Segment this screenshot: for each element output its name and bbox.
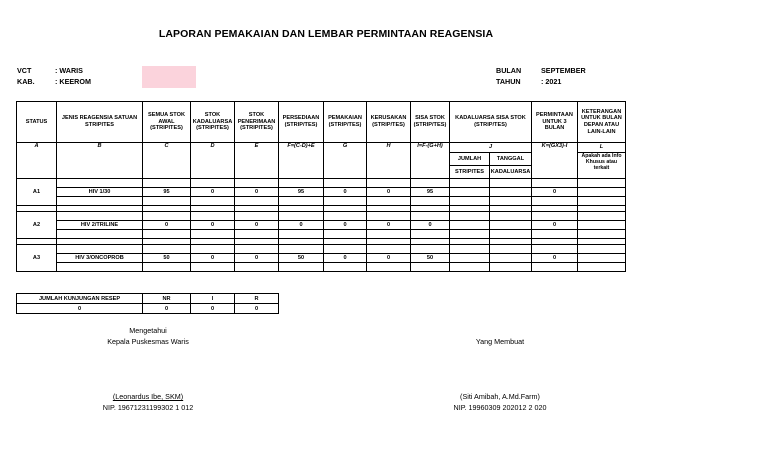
- sign-right-nip: NIP. 19960309 202012 2 020: [453, 403, 547, 412]
- cell-f: 0: [279, 221, 324, 230]
- header-kerusakan: KERUSAKAN (STRIP/TES): [367, 102, 411, 143]
- cell-e: 0: [235, 221, 279, 230]
- cell-i: 0: [411, 221, 450, 230]
- header-status: STATUS: [17, 102, 57, 143]
- sign-right-line1: Yang Membuat: [475, 337, 525, 346]
- cell-k: 0: [532, 221, 578, 230]
- page-title: LAPORAN PEMAKAIAN DAN LEMBAR PERMINTAAN REAGENSIA: [158, 28, 494, 40]
- row-status: A1: [17, 179, 57, 206]
- tahun-value: : 2021: [541, 77, 562, 86]
- kunjungan-value-r: 0: [235, 304, 279, 314]
- header-persediaan: PERSEDIAAN (STRIP/TES): [279, 102, 324, 143]
- table-row: [17, 188, 626, 197]
- cell-i: 95: [411, 188, 450, 197]
- cell-g: 0: [324, 221, 367, 230]
- letter-b: B: [57, 143, 143, 179]
- letter-c: C: [143, 143, 191, 179]
- kunjungan-i: I: [191, 294, 235, 304]
- row-status: A3: [17, 245, 57, 272]
- sign-left-line1: Mengetahui: [129, 326, 167, 335]
- kab-label: KAB.: [17, 77, 35, 86]
- header-jenis: JENIS REAGENSIA SATUAN STRIPITES: [57, 102, 143, 143]
- header-keterangan: KETERANGAN UNTUK BULAN DEPAN ATAU LAIN-LAIN: [578, 102, 626, 143]
- sign-left-name: (Leonardus Ibe, SKM): [112, 392, 184, 401]
- kunjungan-value-i: 0: [191, 304, 235, 314]
- vct-label: VCT: [17, 66, 32, 75]
- cell-e: 0: [235, 254, 279, 263]
- header-stok-penerimaan: STOK PENERIMAAN (STRIPITES): [235, 102, 279, 143]
- subheader-stripites: STRIPITES: [450, 166, 490, 179]
- row-jenis: HIV 1/30: [57, 188, 143, 197]
- highlight-cell: [142, 66, 196, 88]
- vct-value: : WARIS: [55, 66, 83, 75]
- cell-g: 0: [324, 254, 367, 263]
- keterangan-note: Apakah ada Info Khusus atau terkait: [578, 153, 626, 179]
- cell-d: 0: [191, 221, 235, 230]
- cell-k: 0: [532, 188, 578, 197]
- cell-f: 95: [279, 188, 324, 197]
- reagent-table: [16, 101, 626, 272]
- cell-f: 50: [279, 254, 324, 263]
- header-pemakaian: PEMAKAIAN (STRIP/TES): [324, 102, 367, 143]
- subheader-kadaluarsa: KADALUARSA: [490, 166, 532, 179]
- sign-right-name: (Siti Amibah, A.Md.Farm): [460, 392, 540, 401]
- kunjungan-nr: NR: [143, 294, 191, 304]
- header-permintaan: PERMINTAAN UNTUK 3 BULAN: [532, 102, 578, 143]
- kunjungan-value-nr: 0: [143, 304, 191, 314]
- letter-j: J: [450, 143, 532, 153]
- kunjungan-table: [16, 293, 279, 314]
- header-semua-stok: SEMUA STOK AWAL (STRIPITES): [143, 102, 191, 143]
- letter-d: D: [191, 143, 235, 179]
- sign-left-nip: NIP. 19671231199302 1 012: [102, 403, 194, 412]
- bulan-label: BULAN: [496, 66, 522, 75]
- letter-f: F=(C-D)+E: [279, 143, 324, 179]
- cell-h: 0: [367, 221, 411, 230]
- letter-g: G: [324, 143, 367, 179]
- letter-h: H: [367, 143, 411, 179]
- kunjungan-r: R: [235, 294, 279, 304]
- cell-k: 0: [532, 254, 578, 263]
- header-stok-kadaluarsa: STOK KADALUARSA (STRIPITES): [191, 102, 235, 143]
- kunjungan-total: 0: [17, 304, 143, 314]
- cell-d: 0: [191, 254, 235, 263]
- cell-d: 0: [191, 188, 235, 197]
- row-jenis: HIV 3/ONCOPROB: [57, 254, 143, 263]
- table-row: [17, 254, 626, 263]
- letter-k: K=(GX3)-I: [532, 143, 578, 179]
- cell-i: 50: [411, 254, 450, 263]
- cell-g: 0: [324, 188, 367, 197]
- row-status: A2: [17, 212, 57, 239]
- kab-value: : KEEROM: [55, 77, 91, 86]
- cell-h: 0: [367, 254, 411, 263]
- letter-l: L: [578, 143, 626, 153]
- cell-c: 0: [143, 221, 191, 230]
- subheader-tanggal: TANGGAL: [490, 153, 532, 166]
- letter-i: I=F-(G+H): [411, 143, 450, 179]
- subheader-jumlah: JUMLAH: [450, 153, 490, 166]
- cell-c: 50: [143, 254, 191, 263]
- table-row: [17, 221, 626, 230]
- header-sisa-stok: SISA STOK (STRIP/TES): [411, 102, 450, 143]
- header-kadaluarsa-sisa: KADALUARSA SISA STOK (STRIP/TES): [450, 102, 532, 143]
- cell-h: 0: [367, 188, 411, 197]
- sign-left-line2: Kepala Puskesmas Waris: [107, 337, 189, 346]
- cell-e: 0: [235, 188, 279, 197]
- letter-e: E: [235, 143, 279, 179]
- cell-c: 95: [143, 188, 191, 197]
- row-jenis: HIV 2/TRILINE: [57, 221, 143, 230]
- kunjungan-label: JUMLAH KUNJUNGAN RESEP: [17, 294, 143, 304]
- bulan-value: SEPTEMBER: [541, 66, 586, 75]
- tahun-label: TAHUN: [496, 77, 521, 86]
- letter-a: A: [17, 143, 57, 179]
